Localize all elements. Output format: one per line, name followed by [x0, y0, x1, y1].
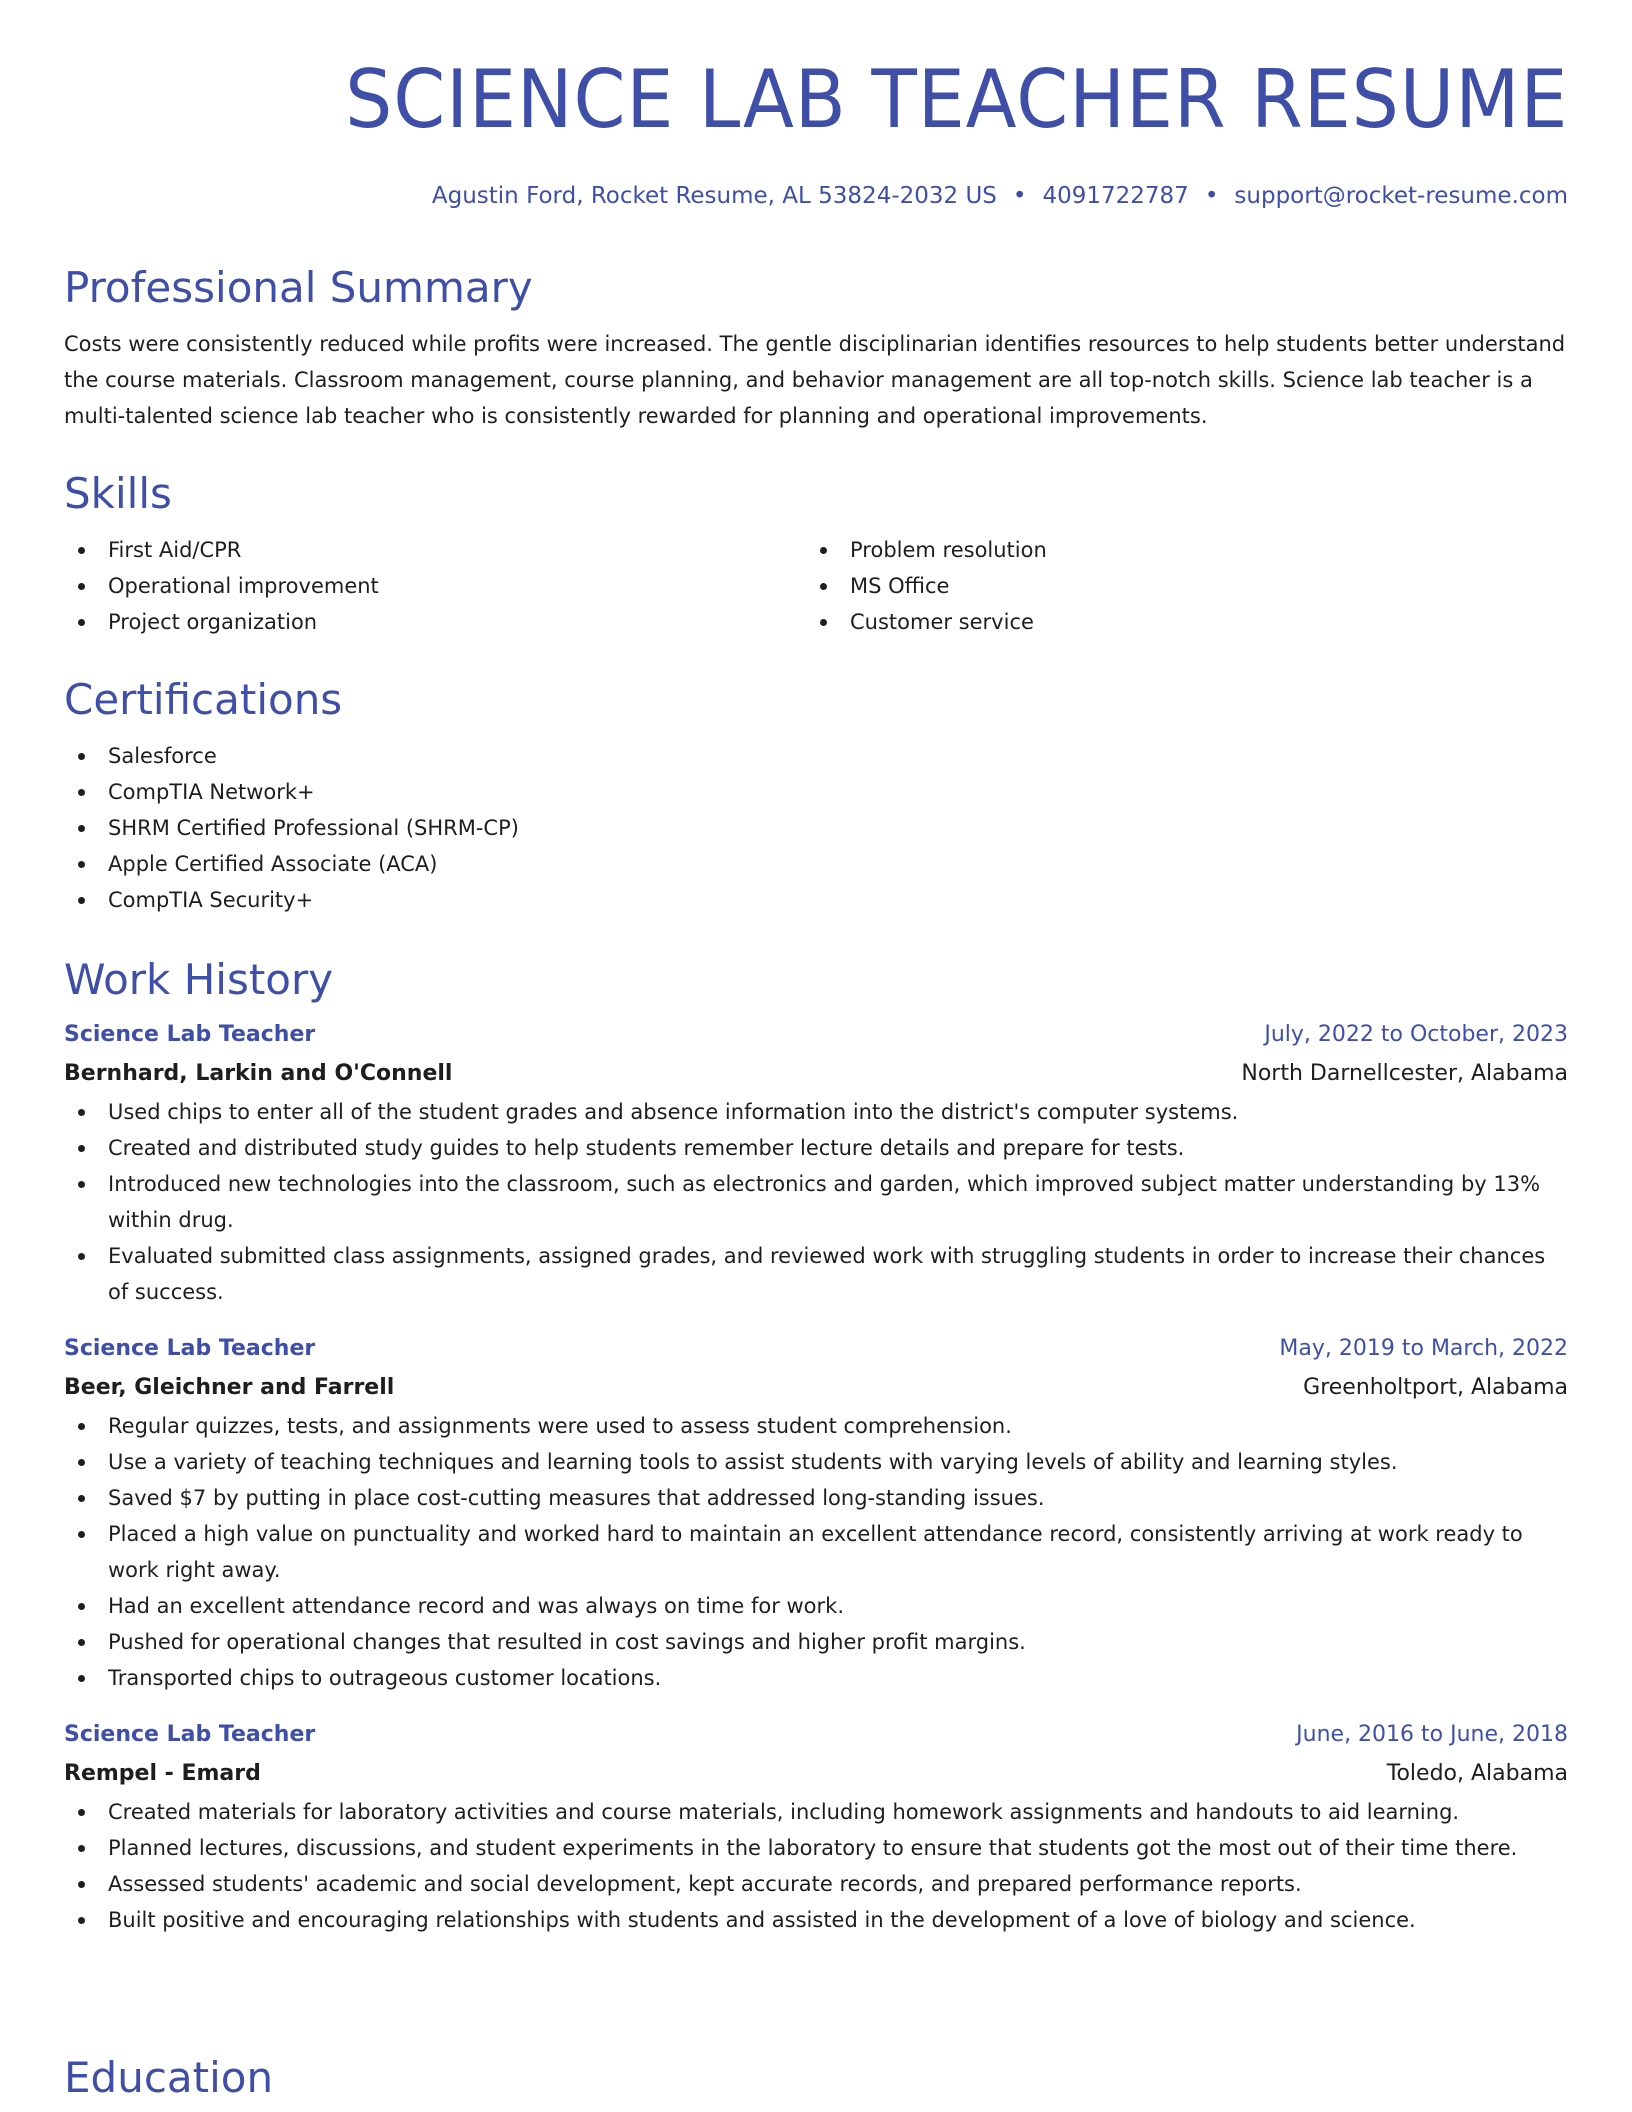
education-heading: Education: [64, 2053, 274, 2102]
list-item: [64, 1516, 1568, 1588]
skill-text: Project organization: [108, 610, 318, 634]
bullet-text: Built positive and encouraging relationships with students and assisted in the development of a love of biology and science.: [108, 1908, 1416, 1932]
list-item: [64, 568, 806, 604]
skills-heading: Skills: [64, 469, 172, 518]
bullet-icon: [78, 897, 85, 904]
bullet-icon: [820, 583, 827, 590]
list-item: [64, 846, 1568, 882]
list-item: [64, 774, 1568, 810]
skills-list-left: [64, 532, 806, 640]
list-item: [64, 1408, 1568, 1444]
bullet-icon: [78, 1917, 85, 1924]
list-item: [806, 532, 1548, 568]
job-entry: [64, 1716, 1568, 1938]
job-location: Greenholtport, Alabama: [1303, 1375, 1568, 1400]
job-company: Rempel - Emard: [64, 1761, 261, 1786]
contact-address: Agustin Ford, Rocket Resume, AL 53824-2032 US: [431, 183, 997, 209]
job-bullets: [64, 1408, 1568, 1696]
bullet-text: Introduced new technologies into the classroom, such as electronics and garden, which improved subject matter understanding by 13% within drug.: [108, 1172, 1541, 1232]
work-history-heading: Work History: [64, 955, 334, 1004]
skills-list-right: [806, 532, 1548, 640]
list-item: [64, 1866, 1568, 1902]
bullet-text: Had an excellent attendance record and was always on time for work.: [108, 1594, 845, 1618]
summary-heading: Professional Summary: [64, 263, 533, 312]
summary-section: [64, 262, 1568, 434]
bullet-icon: [78, 825, 85, 832]
list-item: [64, 738, 1568, 774]
bullet-icon: [78, 1675, 85, 1682]
skill-text: Customer service: [850, 610, 1034, 634]
bullet-icon: [78, 1145, 85, 1152]
contact-separator: •: [1012, 183, 1027, 209]
list-item: [64, 1830, 1568, 1866]
job-entry: [64, 1330, 1568, 1696]
certification-text: Apple Certified Associate (ACA): [108, 852, 438, 876]
bullet-text: Use a variety of teaching techniques and learning tools to assist students with varying levels of ability and learning styles.: [108, 1450, 1398, 1474]
list-item: [64, 1444, 1568, 1480]
bullet-icon: [78, 753, 85, 760]
certifications-heading: Certifications: [64, 675, 343, 724]
certification-text: Salesforce: [108, 744, 217, 768]
bullet-text: Saved $7 by putting in place cost-cutting measures that addressed long-standing issues.: [108, 1486, 1045, 1510]
bullet-icon: [78, 1603, 85, 1610]
job-bullets: [64, 1794, 1568, 1938]
bullet-text: Evaluated submitted class assignments, assigned grades, and reviewed work with struggling students in order to increase their chances of success.: [108, 1244, 1546, 1304]
bullet-icon: [78, 1881, 85, 1888]
certification-text: SHRM Certified Professional (SHRM-CP): [108, 816, 519, 840]
bullet-icon: [78, 547, 85, 554]
job-dates: May, 2019 to March, 2022: [1279, 1336, 1568, 1361]
list-item: [64, 1480, 1568, 1516]
job-entry: [64, 1016, 1568, 1310]
work-history-section: [64, 954, 1568, 1938]
certifications-section: [64, 674, 1568, 918]
list-item: [64, 1794, 1568, 1830]
job-company: Bernhard, Larkin and O'Connell: [64, 1061, 453, 1086]
resume-title: SCIENCE LAB TEACHER RESUME: [344, 53, 1568, 146]
list-item: [64, 1166, 1568, 1238]
job-location: Toledo, Alabama: [1386, 1761, 1568, 1786]
bullet-icon: [820, 619, 827, 626]
list-item: [806, 604, 1548, 640]
bullet-text: Transported chips to outrageous customer locations.: [108, 1666, 662, 1690]
contact-separator: •: [1204, 183, 1219, 209]
bullet-icon: [78, 619, 85, 626]
skill-text: Problem resolution: [850, 538, 1047, 562]
bullet-icon: [78, 1495, 85, 1502]
job-title: Science Lab Teacher: [64, 1336, 316, 1361]
list-item: [64, 1624, 1568, 1660]
bullet-icon: [78, 1423, 85, 1430]
bullet-text: Created materials for laboratory activities and course materials, including homework assignments and handouts to aid learning.: [108, 1800, 1460, 1824]
list-item: [64, 1094, 1568, 1130]
job-title-row: [64, 1330, 1568, 1368]
bullet-icon: [78, 1253, 85, 1260]
bullet-icon: [78, 1845, 85, 1852]
bullet-icon: [78, 1531, 85, 1538]
job-title-row: [64, 1016, 1568, 1054]
job-dates: June, 2016 to June, 2018: [1296, 1722, 1568, 1747]
contact-phone: 4091722787: [1042, 183, 1189, 209]
bullet-text: Planned lectures, discussions, and student experiments in the laboratory to ensure that students got the most out of their time there.: [108, 1836, 1518, 1860]
bullet-text: Placed a high value on punctuality and worked hard to maintain an excellent attendance record, consistently arriving at work ready to work right away.: [108, 1522, 1523, 1582]
summary-text: Costs were consistently reduced while profits were increased. The gentle disciplinarian identifies resources to help students better understand the course materials. Classroom management, course planning, and behavior management are all top-notch skills. Science lab teacher is a multi-talented science lab teacher who is consistently rewarded for planning and operational improvements.: [64, 332, 1566, 428]
bullet-icon: [78, 1181, 85, 1188]
bullet-icon: [78, 1109, 85, 1116]
bullet-icon: [78, 583, 85, 590]
bullet-text: Regular quizzes, tests, and assignments were used to assess student comprehension.: [108, 1414, 1012, 1438]
bullet-text: Assessed students' academic and social development, kept accurate records, and prepared performance reports.: [108, 1872, 1302, 1896]
job-company-row: [64, 1368, 1568, 1408]
skill-text: MS Office: [850, 574, 950, 598]
certifications-list: [64, 738, 1568, 918]
bullet-icon: [78, 1459, 85, 1466]
list-item: [64, 1902, 1568, 1938]
education-section: [64, 2052, 1568, 2104]
list-item: [64, 1238, 1568, 1310]
list-item: [64, 1588, 1568, 1624]
job-title-row: [64, 1716, 1568, 1754]
list-item: [64, 1660, 1568, 1696]
contact-line: [432, 180, 1568, 212]
certification-text: CompTIA Network+: [108, 780, 315, 804]
list-item: [806, 568, 1548, 604]
bullet-icon: [78, 1809, 85, 1816]
job-location: North Darnellcester, Alabama: [1241, 1061, 1568, 1086]
skills-grid: [64, 532, 1568, 640]
job-bullets: [64, 1094, 1568, 1310]
list-item: [64, 604, 806, 640]
bullet-text: Used chips to enter all of the student grades and absence information into the district's computer systems.: [108, 1100, 1239, 1124]
certification-text: CompTIA Security+: [108, 888, 314, 912]
job-company: Beer, Gleichner and Farrell: [64, 1375, 395, 1400]
bullet-text: Pushed for operational changes that resulted in cost savings and higher profit margins.: [108, 1630, 1026, 1654]
list-item: [64, 1130, 1568, 1166]
job-title: Science Lab Teacher: [64, 1722, 316, 1747]
list-item: [64, 810, 1568, 846]
bullet-text: Created and distributed study guides to help students remember lecture details and prepare for tests.: [108, 1136, 1185, 1160]
contact-email[interactable]: support@rocket-resume.com: [1234, 183, 1568, 209]
job-dates: July, 2022 to October, 2023: [1264, 1022, 1568, 1047]
skill-text: First Aid/CPR: [108, 538, 242, 562]
job-title: Science Lab Teacher: [64, 1022, 316, 1047]
job-company-row: [64, 1754, 1568, 1794]
list-item: [64, 532, 806, 568]
bullet-icon: [78, 1639, 85, 1646]
skills-section: [64, 468, 1568, 640]
bullet-icon: [78, 861, 85, 868]
bullet-icon: [820, 547, 827, 554]
job-company-row: [64, 1054, 1568, 1094]
bullet-icon: [78, 789, 85, 796]
list-item: [64, 882, 1568, 918]
skill-text: Operational improvement: [108, 574, 379, 598]
